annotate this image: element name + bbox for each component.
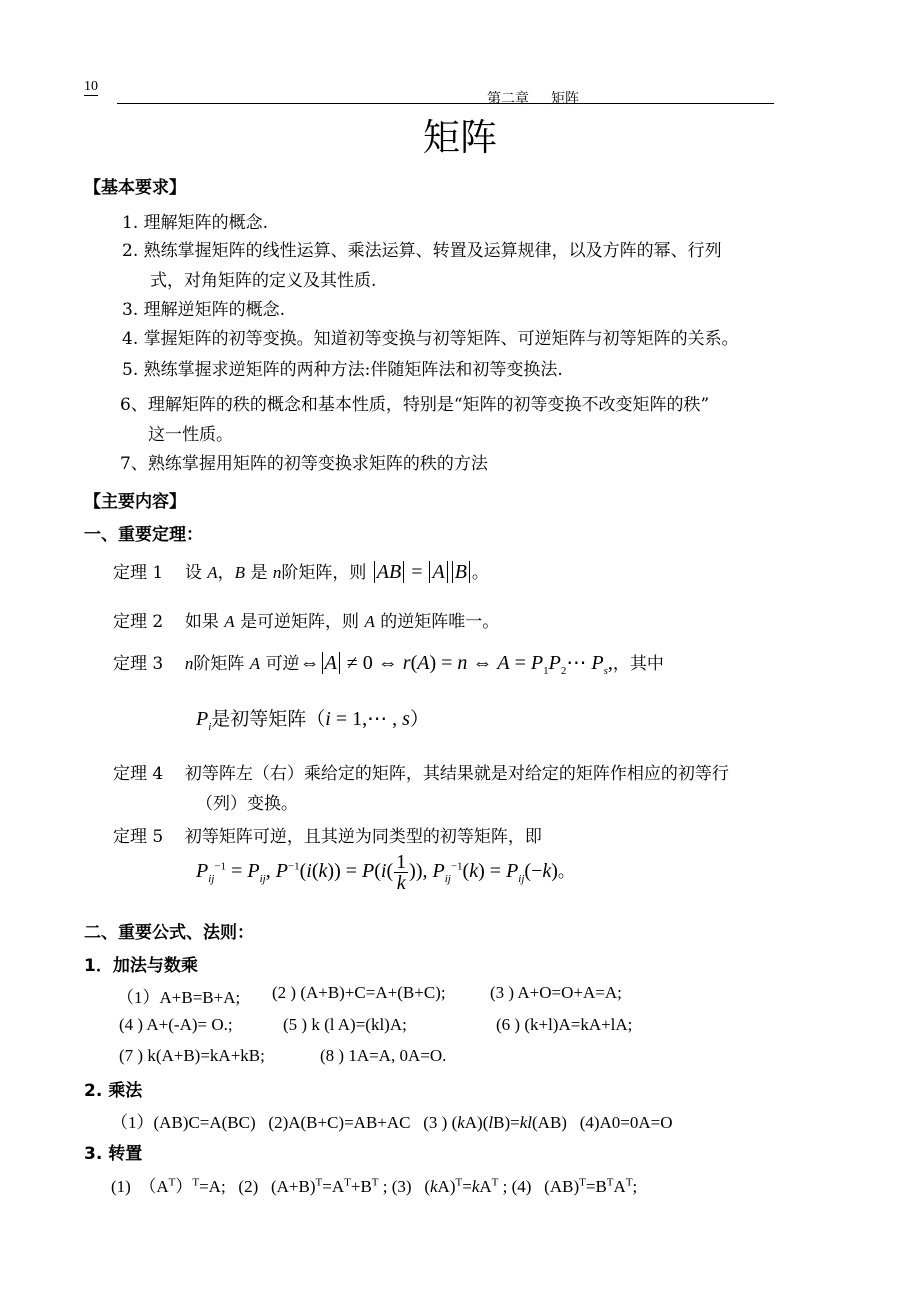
requirement-item: 这一性质。 xyxy=(148,425,233,445)
requirement-item: 2. 熟练掌握矩阵的线性运算、乘法运算、转置及运算规律，以及方阵的幂、行列 xyxy=(122,241,722,261)
theorem-3-line2: $P_i$是初等矩阵（i = 1,⋯ , s） xyxy=(196,708,429,733)
chapter-title: 矩阵 xyxy=(551,91,579,107)
formula-det-product: AB = A B xyxy=(372,561,472,583)
addition-rule: (6 ) (k+l)A=kA+lA; xyxy=(496,1015,633,1034)
subsection-transpose: 3. 转置 xyxy=(84,1144,143,1164)
section-heading-formulas: 二、重要公式、法则： xyxy=(84,923,254,943)
header-rule xyxy=(117,103,774,104)
theorem-5: 定理 5 初等矩阵可逆，且其逆为同类型的初等矩阵，即 xyxy=(113,827,542,847)
page-title: 矩阵 xyxy=(423,116,497,159)
theorem-label: 定理 3 xyxy=(113,654,164,674)
formula-invertible-equiv: ⇔ A ≠ 0 ⇔ r(A) = n ⇔ $A = P_1P_2\cdots$ $P_s$, xyxy=(299,652,613,677)
addition-rule: (8 ) 1A=A, 0A=O. xyxy=(320,1046,447,1065)
page-number: 10 xyxy=(84,79,98,94)
theorem-5-formula: $P_{ij}^{-1} = P_{ij}$, $P^{-1}(i(k)) = P(i$( $\frac{1}{k}$ )), $P_{ij}^{-1}(k) = P_{ij}(-k)$。 xyxy=(196,851,575,894)
theorem-label: 定理 1 xyxy=(113,563,164,583)
addition-rule: (7 ) k(A+B)=kA+kB; xyxy=(119,1046,265,1065)
theorem-4-line2: （列）变换。 xyxy=(196,794,298,814)
requirement-item: 6、理解矩阵的秩的概念和基本性质，特别是“矩阵的初等变换不改变矩阵的秩” xyxy=(120,395,710,415)
addition-rule: （1）A+B=B+A; xyxy=(117,988,241,1007)
addition-rule: (2 ) (A+B)+C=A+(B+C); xyxy=(272,983,446,1002)
requirement-item: 式，对角矩阵的定义及其性质. xyxy=(150,271,377,291)
requirement-item: 7、熟练掌握用矩阵的初等变换求矩阵的秩的方法 xyxy=(120,454,488,474)
multiplication-rules: （1）(AB)C=A(BC) (2)A(B+C)=AB+AC (3 ) (kA)(lB)=kl(AB) (4)A0=0A=O xyxy=(111,1113,673,1132)
section-heading-theorems: 一、重要定理： xyxy=(84,525,203,545)
formula-elementary-inverse: $P_{ij}^{-1} = P_{ij}$, $P^{-1}(i(k)) = P(i$( $\frac{1}{k}$ )), $P_{ij}^{-1}(k) = P_{ij}(-k)$ xyxy=(196,851,558,894)
theorem-2: 定理 2 如果 A 是可逆矩阵，则 A 的逆矩阵唯一。 xyxy=(113,612,500,632)
basic-requirements-heading: 【基本要求】 xyxy=(84,178,186,198)
requirement-item: 4. 掌握矩阵的初等变换。知道初等变换与初等矩阵、可逆矩阵与初等矩阵的关系。 xyxy=(122,329,739,349)
running-header xyxy=(487,88,579,108)
requirement-item: 3. 理解逆矩阵的概念. xyxy=(122,300,286,320)
requirement-item: 5. 熟练掌握求逆矩阵的两种方法:伴随矩阵法和初等变换法. xyxy=(122,360,563,380)
main-content-heading: 【主要内容】 xyxy=(84,492,186,512)
addition-rule: (4 ) A+(-A)= O.; xyxy=(119,1015,233,1034)
subsection-addition: 1．加法与数乘 xyxy=(84,956,198,976)
subsection-multiplication: 2. 乘法 xyxy=(84,1081,143,1101)
theorem-label: 定理 5 xyxy=(113,827,164,847)
theorem-label: 定理 2 xyxy=(113,612,164,632)
theorem-label: 定理 4 xyxy=(113,764,164,784)
addition-rule: (3 ) A+O=O+A=A; xyxy=(490,983,622,1002)
requirement-item: 1. 理解矩阵的概念. xyxy=(122,213,269,233)
addition-rule: (5 ) k (l A)=(kl)A; xyxy=(283,1015,407,1034)
chapter-number: 第二章 xyxy=(487,91,529,107)
theorem-3: 定理 3 n阶矩阵 A 可逆⇔ A ≠ 0 ⇔ r(A) = n ⇔ $A = P_1P_2\cdots$ $P_s$,，其中 xyxy=(113,652,664,677)
transpose-rules: (1) $(A^T)^T=A$; (2) $(A+B)^T=A^T+B^T$ ; (3) $(kA)^T=kA^T$ ; (4) $(AB)^T=B^TA^T$; xyxy=(111,1176,638,1196)
theorem-1: 定理 1 设 A，B 是 n阶矩阵，则 AB = A B 。 xyxy=(113,561,489,583)
theorem-4: 定理 4 初等阵左（右）乘给定的矩阵，其结果就是对给定的矩阵作相应的初等行 xyxy=(113,764,729,784)
